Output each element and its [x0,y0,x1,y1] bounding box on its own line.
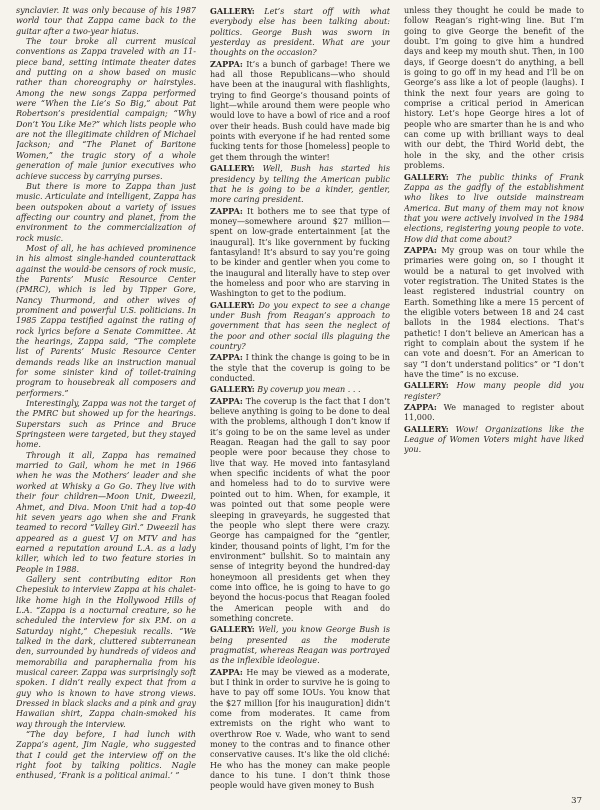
section-gap [16,782,196,792]
exchange-text: It’s a bunch of garbage! There we had all those Republicans—who should have been at the inaugural with flashlights, trying to find George’s thousand points of light—while around them were people who would love to have a bowl of rice and a roof over their heads. Bush could have made big points with everyone if he had rented some fucking tents for those [homeless] people to get them through the winter! [210,59,390,162]
exchange-text: It bothers me to see that type of money—somewhere around $27 million—spent on low-grade entertainment [at the inaugural]. It’s like government by fucking fantasyland! It’s absurd to say you’re going to be kinder and gentler when you come to the inaugural and literally have to step over the homeless and poor who are starving in Washington to get to the podium. [210,206,390,299]
speaker-label: GALLERY: [404,380,449,391]
intro-paragraph: “The day before, I had lunch with Zappa’s agent, Jim Nagle, who suggested that I could get the interview off on the right foot by talking politics. Nagle enthused, ‘Frank is a political animal.’ ” [16,730,196,781]
column-1 [16,6,196,794]
column-3 [404,6,584,794]
interview-answer [404,6,584,172]
exchange-text: How many people did you register? [404,381,584,401]
speaker-label: ZAPPA: [210,205,243,216]
exchange-text: unless they thought he could be made to follow Reagan’s right-wing line. But I’m going to give George the benefit of the doubt. I’m going to give him a hundred days and keep my mouth shut. Then, in 100 days, if George doesn’t do anything, a bell is going to go off in my head and I’ll be on George’s ass like a lot of people (laughs). I think the next four years are going to comprise a critical period in American history. Let’s hope George hires a lot of people who are smarter than he is and who can come up with brilliant ways to deal with our debt, the Third World debt, the hole in the sky, and the other crisis problems. [404,6,584,171]
interview-question [404,380,584,402]
interview-answer [404,402,584,424]
speaker-label: GALLERY: [404,171,449,182]
intro-paragraph: But there is more to Zappa than just music. Articulate and intelligent, Zappa has been outspoken about a variety of issues affecting our country and planet, from the environment to the commercialization of rock music. [16,181,196,243]
page-number: 37 [571,796,582,806]
exchange-text: Well, you know George Bush is being presented as the moderate pragmatist, whereas Reagan was portrayed as the inflexible ideologue. [210,625,390,666]
exchange-text: The public thinks of Frank Zappa as the gadfly of the establishment who likes to live outside mainstream America. But many of them may not know that you were actively involved in the 1984 elections, registering young people to vote. How did that come about? [404,172,584,244]
interview-question [210,384,390,395]
interview-answer [210,206,390,300]
exchange-text: He may be viewed as a moderate, but I think in order to survive he is going to have to pay off some IOUs. You know that the $27 million [for his inauguration] didn’t come from moderates. It came from extremists on the right who want to overthrow Roe v. Wade, who want to send money to the contras and to finance other conservative causes. It’s like the old cliché: He who has the money can make people dance to his tune. I don’t think those people would have given money to Bush [210,667,390,791]
exchange-text: By coverup you mean . . . [254,385,361,395]
speaker-label: ZAPPA: [404,402,437,413]
speaker-label: ZAPPA: [404,244,437,255]
interview-answer [210,667,390,792]
exchange-text: Wow! Organizations like the League of Women Voters might have liked you. [404,424,584,455]
intro-paragraph: Gallery sent contributing editor Ron Chepesiuk to interview Zappa at his chalet-like home high in the Hollywood Hills of L.A. “Zappa is a nocturnal creature, so he scheduled the interview for six P.M. on a Saturday night,” Chepesiuk recalls. “We talked in the dark, cluttered subterranean den, surrounded by hundreds of videos and memorabilia and paraphernalia from his musical career. Zappa was surprisingly soft spoken. I didn’t really expect that from a guy who is known to have strong views. Dressed in black slacks and a pink and gray Hawaiian shirt, Zappa chain-smoked his way through the interview. [16,574,196,729]
exchange-text: Well, Bush has started his presidency by telling the American public that he is going to be a kinder, gentler, more caring president. [210,164,390,205]
speaker-label: ZAPPA: [210,395,243,406]
speaker-label: GALLERY: [404,423,449,434]
speaker-label: GALLERY: [210,163,255,174]
interview-answer [210,396,390,625]
interview-answer [210,352,390,384]
speaker-label: ZAPPA: [210,352,243,363]
article-columns [16,6,584,794]
exchange-text: My group was on tour while the primaries were going on, so I thought it would be a natural to get involved with voter registration. The United States is the least registered industrial country on Earth. Something like a mere 15 percent of the eligible voters between 18 and 24 cast ballots in the 1984 elections. That’s pathetic! I don’t believe an American has a right to complain about the system if he can vote and doesn’t. For an American to say “I don’t understand politics” or “I don’t have the time” is no excuse. [404,245,584,380]
intro-paragraph: The tour broke all current musical conventions as Zappa traveled with an 11-piece band, setting intimate theater dates and putting on a show based on music rather than choreography or hairstyles. Among the new songs Zappa performed were “When the Lie’s So Big,” about Pat Robertson’s presidential campaign; “Why Don’t You Like Me?” which lists people who are not the illegitimate children of Michael Jackson; and “The Planet of Baritone Women,” the tragic story of a whole generation of male junior executives who achieve success by carrying purses. [16,37,196,181]
exchange-text: We managed to register about 11,000. [404,403,584,423]
interview-question [210,163,390,205]
intro-paragraph: synclavier. It was only because of his 1987 world tour that Zappa came back to the guitar after a two-year hiatus. [16,6,196,36]
exchange-text: Let’s start off with what everybody else has been talking about: politics. George Bush was sworn in yesterday as president. What are your thoughts on the occasion? [210,7,390,58]
speaker-label: GALLERY: [210,384,255,395]
exchange-text: The coverup is the fact that I don’t believe anything is going to be done to deal with the problems, although I don’t know if it’s going to be on the same level as under Reagan. Reagan had the gall to say poor people were poor because they chose to live that way. He moved into fantasyland when specific incidents of what the poor and homeless had to do to survive were pointed out to him. When, for example, it was pointed out that some people were sleeping in graveyards, he suggested that the people who slept there were crazy. George has campaigned for the “gentler, kinder, thousand points of light, I’m for the environment” bullshit. So to maintain any sense of integrity beyond the hundred-day honeymoon all presidents get when they come into office, he is going to have to go beyond the hocus-pocus that Reagan fooled the American people with and do something concrete. [210,396,390,623]
exchange-text: Do you expect to see a change under Bush from Reagan’s approach to government that has seen the neglect of the poor and other social ills plaguing the country? [210,300,390,351]
interview-answer [404,245,584,380]
interview-question [210,6,390,59]
speaker-label: ZAPPA: [210,666,243,677]
intro-paragraph: Most of all, he has achieved prominence in his almost single-handed counterattack against the would-be censors of rock music, the Parents’ Music Resource Center (PMRC), which is led by Tipper Gore, Nancy Thurmond, and other wives of prominent and powerful U.S. politicians. In 1985 Zappa testified against the rating of rock lyrics before a Senate Committee. At the hearings, Zappa said, “The complete list of Parents’ Music Resource Center demands reads like an instruction manual for some sinister kind of toilet-training program to housebreak all composers and performers.” [16,243,196,398]
exchange-text: I think the change is going to be in the style that the coverup is going to be conducted. [210,353,390,384]
speaker-label: GALLERY: [210,624,255,635]
speaker-label: GALLERY: [210,6,255,16]
interview-question [210,624,390,666]
interview-question [404,172,584,245]
intro-paragraph: Through it all, Zappa has remained married to Gail, whom he met in 1966 when he was the Mothers’ leader and she worked at Whisky a Go Go. They live with their four children—Moon Unit, Dweezil, Ahmet, and Diva. Moon Unit had a top-40 hit seven years ago when she and Frank teamed to record “Valley Girl.” Dweezil has appeared as a guest VJ on MTV and has earned a reputation around L.A. as a lady killer, which led to two feature stories in People in 1988. [16,450,196,574]
interview-answer [210,59,390,163]
interview-question [404,424,584,456]
interview-question [210,300,390,353]
column-2 [210,6,390,794]
intro-paragraph: Interestingly, Zappa was not the target of the PMRC but showed up for the hearings. Superstars such as Prince and Bruce Springsteen were targeted, but they stayed home. [16,399,196,450]
speaker-label: ZAPPA: [210,58,243,69]
speaker-label: GALLERY: [210,299,255,310]
